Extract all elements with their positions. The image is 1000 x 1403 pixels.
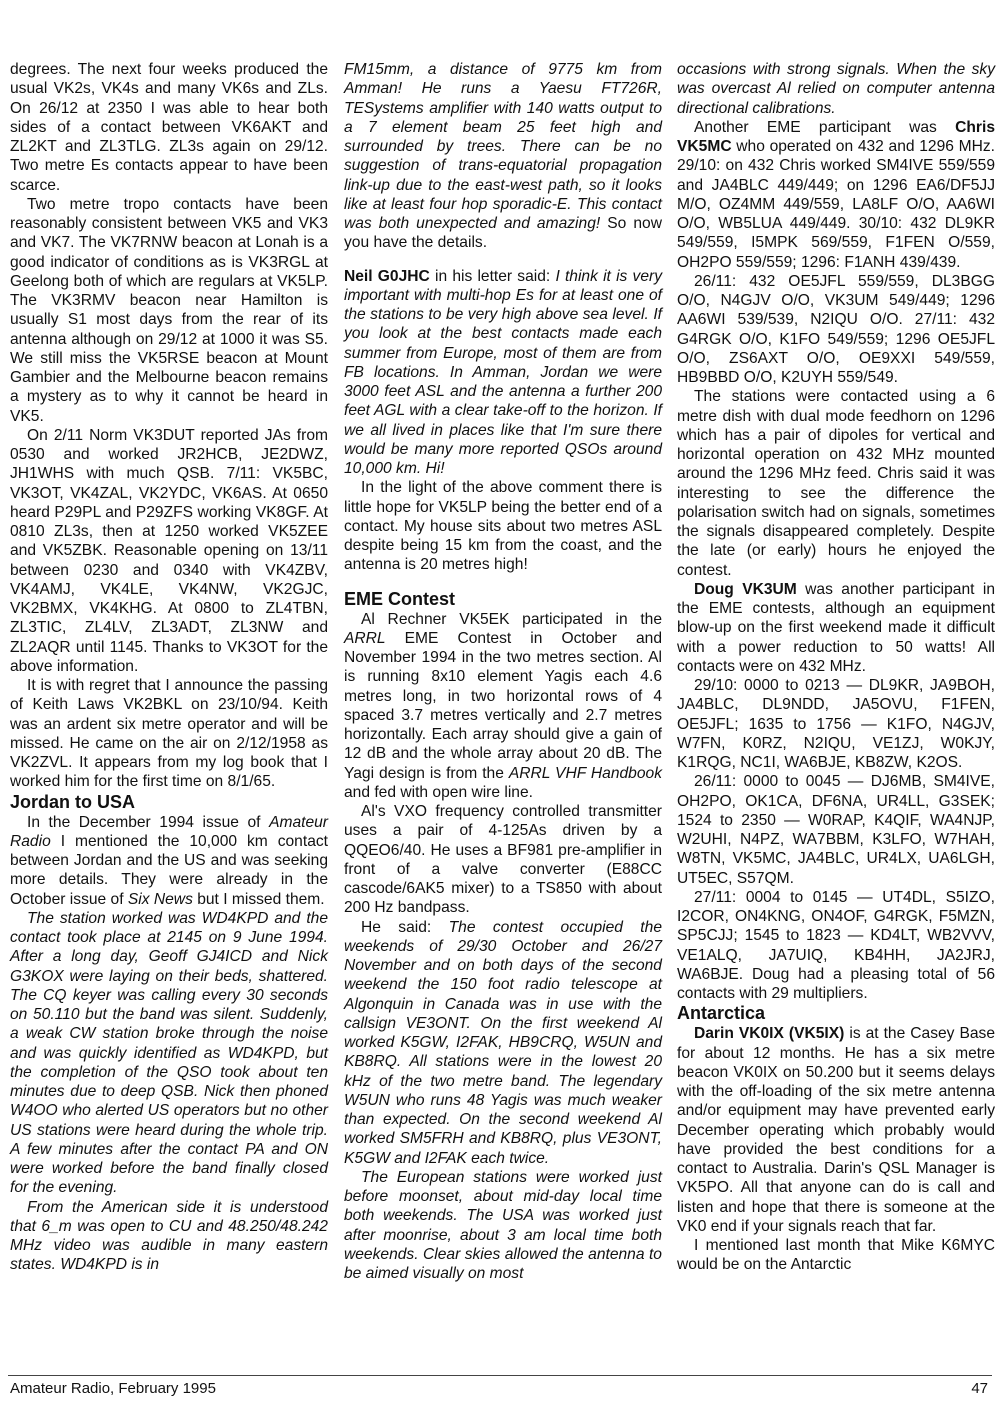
section-heading-antarctica: Antarctica <box>677 1003 766 1024</box>
paragraph: I mentioned last month that Mike K6MYC would be on the Antarctic <box>677 1237 995 1274</box>
paragraph: 26/11: 0000 to 0045 — DJ6MB, SM4IVE, OH2PO, OK1CA, DF6NA, UR4LL, G3SEK; 1524 to 2350 — W0RAP, K4QIF, WA4NJP, W2UHI, N4PZ, WA7BBM, K3LFO, W7HAH, W8TN, VK5MC, JA4BLC, UR4LX, UA6LGH, UT5EC, S57QM. <box>677 773 995 887</box>
section-heading-eme: EME Contest <box>344 588 456 609</box>
column-1 <box>10 60 328 1275</box>
paragraph: Neil G0JHC in his letter said: I think it is very important with multi-hop Es for at least one of the stations to be very high above sea level. If you look at the best contacts made each summer from Europe, most of them are from FB locations. In Amman, Jordan we were 3000 feet ASL and the antenna a further 200 feet AGL with a clear take-off to the horizon. If we all lived in places like that I'm sure there would be many more reported QSOs around 10,000 km. Hi! <box>344 267 662 477</box>
column-3 <box>677 60 995 1275</box>
paragraph: occasions with strong signals. When the sky was overcast Al relied on computer antenna directional calibrations. <box>677 61 995 117</box>
paragraph: The European stations were worked just before moonset, about mid-day local time both weekends. The USA was worked just after moonrise, about 3 am local time both weekends. Clear skies allowed the antenna to be aimed visually on most <box>344 1168 662 1282</box>
paragraph: 27/11: 0004 to 0145 — UT4DL, S5IZO, I2COR, ON4KNG, ON4OF, G4RGK, F5MZN, SP5CJJ; 1545 to 1823 — KD4LT, WB2VVV, VE1ALQ, JA7UIQ, KB4HH, JA2JRJ, WA6BJE. Doug had a pleasing total of 56 contacts with 29 multipliers. <box>677 888 995 1002</box>
paragraph: In the December 1994 issue of Amateur Radio I mentioned the 10,000 km contact between Jordan and the US and was seeking more details. They were already in the October issue of Six News but I missed them. <box>10 813 328 908</box>
paragraph: 26/11: 432 OE5JFL 559/559, DL3BGG O/O, N4GJV O/O, VK3UM 549/449; 1296 AA6WI 539/539, N2IQU O/O. 27/11: 432 G4RGK O/O, K1FO 549/559; 1296 OE5JFL O/O, ZS6AXT O/O, OE9XXI 549/559, HB9BBD O/O, K2UYH 559/549. <box>677 272 995 386</box>
page-number: 47 <box>971 1380 988 1397</box>
paragraph: It is with regret that I announce the passing of Keith Laws VK2BKL on 23/10/94. Keith was an ardent six metre operator and will be missed. He came on the air on 2/12/1958 as VK2ZVL. It appears from my log book that I worked him for the first time on 8/1/65. <box>10 677 328 791</box>
paragraph: In the light of the above comment there is little hope for VK5LP being the better end of a contact. My house sits about two metres ASL despite being 15 km from the coast, and the antenna is 20 metres high! <box>344 479 662 574</box>
paragraph: Two metre tropo contacts have been reasonably consistent between VK5 and VK3 and VK7. The VK7RNW beacon at Lonah is a good indicator of conditions as is VK3RGL at Geelong both of which are regulars at VK5LP. The VK3RMV beacon near Hamilton is usually S1 most days from the rear of its antenna although on 29/12 at 1000 it was S5. We still miss the VK5RSE beacon at Mount Gambier and the Melbourne beacon remains a mystery as to why it cannot be heard in VK5. <box>10 195 328 425</box>
paragraph: On 2/11 Norm VK3DUT reported JAs from 0530 and worked JR2HCB, JE2DWZ, JH1WHS with much QSB. 7/11: VK5BC, VK3OT, VK4ZAL, VK2YDC, VK6AS. At 0650 heard P29PL and P29ZFS working VK8GF. At 0810 ZL3s, then at 1250 worked VK5ZEE and VK5ZBK. Reasonable opening on 13/11 between 0230 and 0340 with VK4ZBV, VK4AMJ, VK4LE, VK4NW, VK2GJC, VK2BMX, VK4KHG. At 0800 to ZL4TBN, ZL3TIC, ZL4LV, ZL3ADT, ZL3NW and ZL2AQR until 1145. Thanks to VK3OT for the above information. <box>10 426 328 675</box>
paragraph: Another EME participant was Chris VK5MC who operated on 432 and 1296 MHz. 29/10: on 432 Chris worked SM4IVE 559/559 and JA4BLC 449/449; on 1296 EA6/DF5JJ M/O, OZ4MM 449/559, LA8LF O/O, AA6WI O/O, WB5LUA 449/449. 30/10: 432 DL9KR 549/559, I5MPK 569/559, F1FEN O/559, OH2PO 559/559; 1296: F1ANH 439/439. <box>677 118 995 271</box>
paragraph: Al's VXO frequency controlled transmitter uses a pair of 4-125As driven by a QQEO6/40. He uses a BF981 pre-amplifier in front of a valve converter (E88CC cascode/6AK5 mixer) to a TS850 with about 200 Hz bandpass. <box>344 803 662 917</box>
paragraph: FM15mm, a distance of 9775 km from Amman! He runs a Yaesu FT726R, TESystems amplifier with 140 watts output to a 7 element beam 25 feet high and surrounded by trees. There can be no suggestion of trans-equatorial propagation link-up due to the east-west path, so it looks like at least four hop sporadic-E. This contact was both unexpected and amazing! So now you have the details. <box>344 61 662 252</box>
section-heading-jordan: Jordan to USA <box>10 791 136 812</box>
footer-publication: Amateur Radio, February 1995 <box>10 1380 216 1397</box>
paragraph: The stations were contacted using a 6 metre dish with dual mode feedhorn on 1296 which has a pair of dipoles for vertical and horizontal operation on 432 MHz mounted around the 1296 MHz feed. Chris said it was interesting to see the difference the polarisation switch had on signals, sometimes the signals disappeared completely. Despite the late (or early) hours he enjoyed the contest. <box>677 388 995 579</box>
paragraph: Darin VK0IX (VK5IX) is at the Casey Base for about 12 months. He has a six metre beacon VK0IX on 50.200 but it seems delays with the off-loading of the six metre antenna and/or equipment may have prevented early December operating which probably would have provided the best conditions for a contact to Australia. Darin's QSL Manager is VK5PO. All that anyone can do is call and listen and hope that there is someone at the VK0 end if your signals reach that far. <box>677 1025 995 1235</box>
paragraph: Al Rechner VK5EK participated in the ARRL EME Contest in October and November 1994 in the two metres section. Al is running 8x10 element Yagis each 4.6 metres long, in two horizontal rows of 4 spaced 3.7 metres vertically and 2.7 metres horizontally. Each array should give a gain of 12 dB and the whole array about 20 dB. The Yagi design is from the ARRL VHF Handbook and fed with open wire line. <box>344 610 662 801</box>
footer-divider <box>8 1375 992 1376</box>
paragraph: 29/10: 0000 to 0213 — DL9KR, JA9BOH, JA4BLC, DL9NDD, JA5OVU, F1FEN, OE5JFL; 1635 to 1756 — K1FO, N4GJV, W7FN, K0RZ, N2IQU, VE1ZJ, W0KJY, K1RQG, NC1I, WA6BJE, KB8ZW, K2OS. <box>677 677 995 771</box>
column-2 <box>344 60 662 1283</box>
paragraph: From the American side it is understood that 6_m was open to CU and 48.250/48.242 MHz video was audible in many eastern states. WD4KPD is in <box>10 1198 328 1274</box>
paragraph: degrees. The next four weeks produced the usual VK2s, VK4s and many VK6s and ZLs. On 26/12 at 2350 I was able to hear both sides of a contact between VK6AKT and ZL2KT and ZL3TLG. ZL3s again on 29/12. Two metre Es contacts appear to have been scarce. <box>10 61 328 194</box>
paragraph: He said: The contest occupied the weekends of 29/30 October and 26/27 November and on both days of the second weekend the 150 foot radio telescope at Algonquin in Canada was in use with the callsign VE3ONT. On the first weekend Al worked K5GW, I2FAK, HB9CRQ, W5UN and KB8RQ. All stations were in the lowest 20 kHz of the two metre band. The legendary W5UN who runs 48 Yagis was much weaker than expected. On the second weekend Al worked SM5FRH and KB8RQ, plus VE3ONT, K5GW and I2FAK each twice. <box>344 918 662 1167</box>
paragraph: Doug VK3UM was another participant in the EME contests, although an equipment blow-up on the first weekend made it difficult with a power reduction to 50 watts! All contacts were on 432 MHz. <box>677 580 995 675</box>
paragraph: The station worked was WD4KPD and the contact took place at 2145 on 9 June 1994. After a long day, Geoff GJ4ICD and Nick G3KOX were laying on their beds, shattered. The CQ keyer was calling every 30 seconds on 50.110 but the band was silent. Suddenly, a weak CW station broke through the noise and was quickly identified as WD4KPD, but the completion of the QSO took about ten minutes due to deep QSB. Nick then phoned W4OO who alerted US operators but no other US stations were heard during the whole trip. A few minutes after the contact PA and ON were worked before the band finally closed for the evening. <box>10 909 328 1197</box>
